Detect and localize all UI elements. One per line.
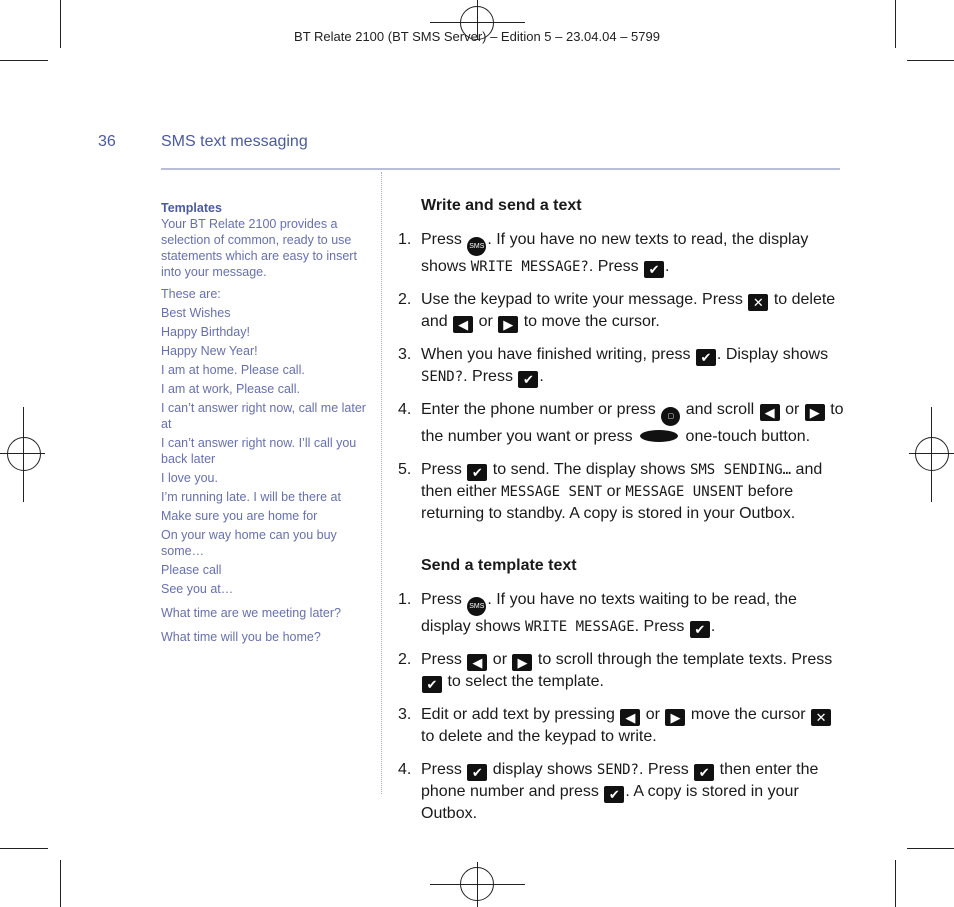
list-item: I am at work, Please call.: [161, 382, 300, 396]
sidebar-heading: Templates: [161, 201, 222, 215]
header-rule: [161, 168, 840, 170]
crop-mark: [907, 60, 954, 61]
step-text: and then either: [421, 461, 823, 500]
step-text: to delete and the keypad to write.: [421, 728, 657, 745]
list-item: See you at…: [161, 582, 234, 596]
tick-key-icon: ✔: [518, 371, 538, 388]
step-text: . Press: [639, 761, 694, 778]
step-text: and scroll: [681, 401, 759, 418]
tick-key-icon: ✔: [694, 764, 714, 781]
tick-key-icon: ✔: [690, 621, 710, 638]
list-item: [398, 649, 848, 693]
list-item: What time will you be home?: [161, 630, 321, 644]
crop-mark: [0, 848, 48, 849]
list-item: I can’t answer right now. I’ll call you back later: [161, 436, 357, 466]
step-text: .: [710, 618, 716, 635]
list-item: I love you.: [161, 471, 218, 485]
list-item: I’m running late. I will be there at: [161, 490, 341, 504]
one-touch-button-icon: [640, 430, 678, 442]
template-steps: [398, 589, 848, 825]
step-text: Press: [421, 231, 467, 248]
step-text: to scroll through the template texts. Press: [533, 651, 833, 668]
step-number: 5.: [398, 461, 412, 478]
step-text: to send. The display shows: [488, 461, 690, 478]
step-number: 2.: [398, 651, 412, 668]
step-text: before returning to standby. A copy is stored in your Outbox.: [421, 483, 796, 522]
list-item: [398, 589, 848, 638]
template-list: [161, 305, 371, 645]
crop-mark: [895, 860, 896, 907]
document-info: BT Relate 2100 (BT SMS Server) – Edition 5 – 23.04.04 – 5799: [294, 29, 660, 44]
crop-mark: [60, 860, 61, 907]
list-item: I can’t answer right now, call me later at: [161, 401, 366, 431]
step-text: to the number you want or press: [421, 401, 844, 445]
display-text: SEND?: [421, 369, 464, 385]
section-title: SMS text messaging: [161, 133, 308, 150]
step-text: or: [641, 706, 665, 723]
step-text: . Press: [634, 618, 689, 635]
step-number: 3.: [398, 346, 412, 363]
step-text: When you have finished writing, press: [421, 346, 695, 363]
list-item: [398, 459, 848, 525]
step-text: . Press: [463, 368, 518, 385]
display-text: WRITE MESSAGE: [525, 619, 635, 635]
page-number: 36: [98, 133, 116, 150]
sidebar-intro: Your BT Relate 2100 provides a selection of common, ready to use statements which are easy to insert into your message.: [161, 217, 357, 279]
display-text: SEND?: [596, 762, 639, 778]
list-item: Please call: [161, 563, 222, 577]
list-item: [398, 229, 848, 278]
step-text: Edit or add text by pressing: [421, 706, 620, 723]
step-text: move the cursor: [686, 706, 811, 723]
display-text: SMS SENDING…: [689, 462, 792, 478]
right-arrow-key-icon: ▶: [665, 709, 685, 726]
tick-key-icon: ✔: [467, 764, 487, 781]
step-number: 4.: [398, 401, 412, 418]
crop-mark: [907, 848, 954, 849]
list-item: [398, 759, 848, 825]
step-number: 2.: [398, 291, 412, 308]
list-item: [398, 399, 848, 448]
step-text: . If you have no new texts to read, the display shows: [421, 231, 809, 275]
step-text: or: [780, 401, 804, 418]
left-arrow-key-icon: ◀: [453, 316, 473, 333]
step-text: . Display shows: [716, 346, 829, 363]
step-text: Enter the phone number or press: [421, 401, 661, 418]
cross-key-icon: ✕: [748, 294, 768, 311]
list-item: Happy New Year!: [161, 344, 258, 358]
step-text: or: [488, 651, 512, 668]
step-text: one-touch button.: [681, 428, 811, 445]
list-item: I am at home. Please call.: [161, 363, 305, 377]
step-text: Press: [421, 461, 467, 478]
step-text: or: [602, 483, 626, 500]
phonebook-key-icon: ▢: [661, 407, 680, 426]
list-item: Make sure you are home for: [161, 509, 318, 523]
template-section-title: Send a template text: [421, 557, 577, 574]
sidebar-these-are: These are:: [161, 287, 221, 301]
step-text: Press: [421, 651, 467, 668]
step-text: .: [539, 368, 544, 385]
list-item: On your way home can you buy some…: [161, 528, 337, 558]
list-item: Best Wishes: [161, 306, 231, 320]
tick-key-icon: ✔: [696, 349, 716, 366]
write-steps: [398, 229, 848, 525]
column-divider: [381, 172, 382, 794]
step-number: 1.: [398, 591, 412, 608]
template-section: [398, 555, 848, 825]
tick-key-icon: ✔: [467, 464, 487, 481]
left-arrow-key-icon: ◀: [620, 709, 640, 726]
step-text: . If you have no texts waiting to be read, the display shows: [421, 591, 797, 635]
list-item: [398, 289, 848, 333]
cross-key-icon: ✕: [811, 709, 831, 726]
list-item: Happy Birthday!: [161, 325, 250, 339]
write-section-title: Write and send a text: [421, 197, 582, 214]
sms-key-icon: SMS: [467, 597, 486, 616]
right-arrow-key-icon: ▶: [512, 654, 532, 671]
step-text: Use the keypad to write your message. Press: [421, 291, 748, 308]
step-text: to select the template.: [443, 673, 604, 690]
step-text: to delete and: [421, 291, 836, 330]
step-text: .: [665, 258, 670, 275]
step-number: 4.: [398, 761, 412, 778]
step-number: 3.: [398, 706, 412, 723]
right-arrow-key-icon: ▶: [498, 316, 518, 333]
display-text: MESSAGE UNSENT: [625, 484, 744, 500]
tick-key-icon: ✔: [422, 676, 442, 693]
main-column: [398, 195, 848, 836]
step-text: . A copy is stored in your Outbox.: [421, 783, 799, 822]
list-item: [398, 344, 848, 388]
list-item: What time are we meeting later?: [161, 606, 341, 620]
step-text: Press: [421, 761, 467, 778]
tick-key-icon: ✔: [644, 261, 664, 278]
step-number: 1.: [398, 231, 412, 248]
step-text: or: [474, 313, 498, 330]
step-text: then enter the phone number and press: [421, 761, 819, 800]
left-arrow-key-icon: ◀: [760, 404, 780, 421]
left-arrow-key-icon: ◀: [467, 654, 487, 671]
step-text: to move the cursor.: [519, 313, 660, 330]
step-text: display shows: [488, 761, 597, 778]
list-item: [398, 704, 848, 748]
step-text: Press: [421, 591, 467, 608]
crop-mark: [0, 60, 48, 61]
templates-sidebar: [161, 200, 371, 648]
right-arrow-key-icon: ▶: [805, 404, 825, 421]
display-text: WRITE MESSAGE?: [470, 259, 589, 275]
sms-key-icon: SMS: [467, 237, 486, 256]
display-text: MESSAGE SENT: [501, 484, 603, 500]
step-text: . Press: [588, 258, 644, 275]
tick-key-icon: ✔: [604, 786, 624, 803]
